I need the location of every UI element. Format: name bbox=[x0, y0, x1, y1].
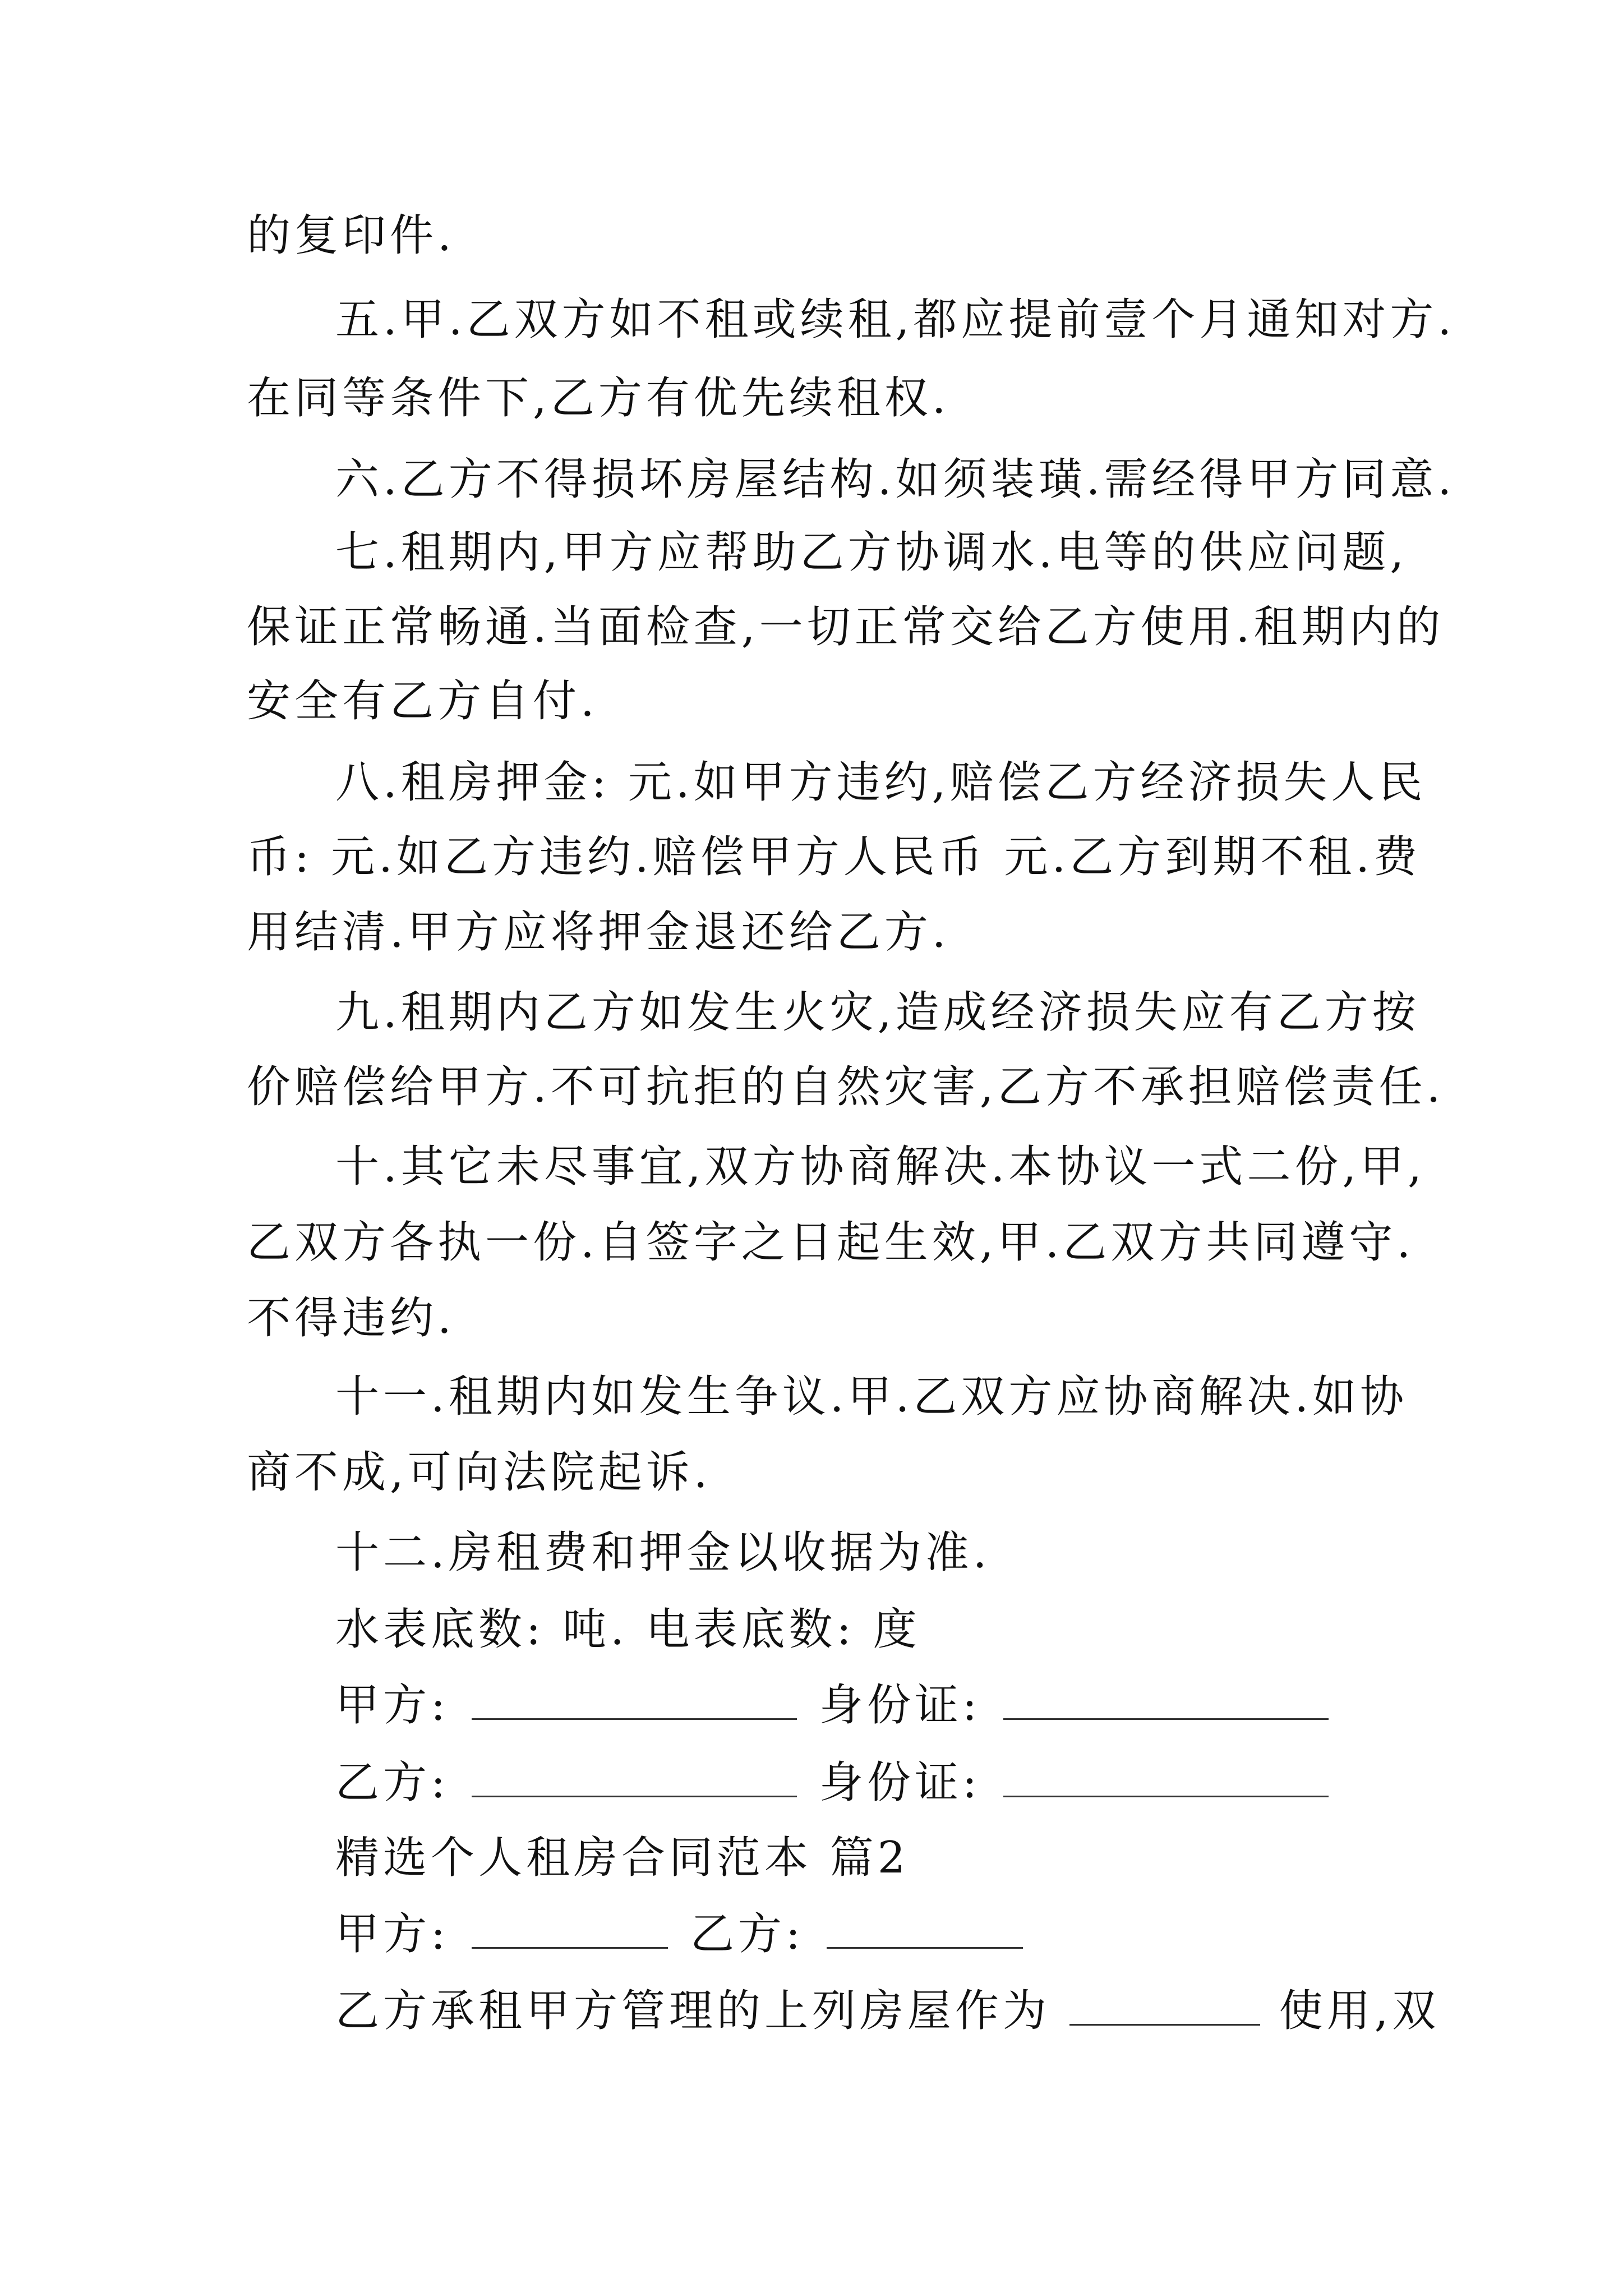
usage-blank bbox=[1069, 1986, 1260, 2026]
clause-5: 五.甲.乙双方如不租或续租,都应提前壹个月通知对方. bbox=[335, 295, 1456, 345]
party-a-blank bbox=[472, 1909, 668, 1949]
usage-text-end: 使用,双 bbox=[1279, 1986, 1440, 2036]
party-a-signature-blank bbox=[472, 1680, 797, 1720]
party-a-id-label: 身份证: bbox=[819, 1680, 981, 1731]
party-a-label: 甲方: bbox=[335, 1909, 450, 1959]
clause-9: 九.租期内乙方如发生火灾,造成经济损失应有乙方按 bbox=[335, 987, 1420, 1038]
signature-row-party-a bbox=[335, 1677, 1479, 1733]
signature-row-party-b bbox=[335, 1755, 1479, 1811]
text-line: 币: 元.如乙方违约.赔偿甲方人民币 元.乙方到期不租.费 bbox=[247, 832, 1422, 882]
text-line: 不得违约. bbox=[247, 1293, 455, 1343]
party-b-blank bbox=[827, 1909, 1023, 1949]
clause-10: 十.其它未尽事宜,双方协商解决.本协议一式二份,甲, bbox=[335, 1142, 1426, 1192]
clause-8: 八.租房押金: 元.如甲方违约,赔偿乙方经济损失人民 bbox=[335, 757, 1427, 808]
text-line: 用结清.甲方应将押金退还给乙方. bbox=[247, 907, 950, 958]
party-a-label: 甲方: bbox=[335, 1680, 450, 1731]
usage-line bbox=[335, 1983, 1479, 2039]
clause-7: 七.租期内,甲方应帮助乙方协调水.电等的供应问题, bbox=[335, 527, 1408, 578]
party-b-label: 乙方: bbox=[335, 1757, 450, 1808]
text-line: 保证正常畅通.当面检查,一切正常交给乙方使用.租期内的 bbox=[247, 602, 1445, 652]
text-line: 在同等条件下,乙方有优先续租权. bbox=[247, 373, 950, 424]
party-a-id-blank bbox=[1003, 1680, 1329, 1720]
text-line: 的复印件. bbox=[247, 210, 455, 261]
clause-11: 十一.租期内如发生争议.甲.乙双方应协商解决.如协 bbox=[335, 1372, 1408, 1422]
party-b-id-label: 身份证: bbox=[819, 1757, 981, 1808]
usage-text-start: 乙方承租甲方管理的上列房屋作为 bbox=[335, 1986, 1051, 2036]
section-title: 精选个人租房合同范本 篇2 bbox=[335, 1833, 910, 1883]
text-line: 安全有乙方自付. bbox=[247, 676, 598, 726]
party-b-id-blank bbox=[1003, 1757, 1329, 1797]
parties-row bbox=[335, 1906, 1479, 1962]
text-line: 乙双方各执一份.自签字之日起生效,甲.乙双方共同遵守. bbox=[247, 1217, 1415, 1268]
meter-readings: 水表底数: 吨. 电表底数: 度 bbox=[335, 1604, 921, 1655]
clause-12: 十二.房租费和押金以收据为准. bbox=[335, 1527, 991, 1578]
party-b-label: 乙方: bbox=[690, 1909, 805, 1959]
clause-6: 六.乙方不得损坏房屋结构.如须装璜.需经得甲方同意. bbox=[335, 454, 1456, 505]
party-b-signature-blank bbox=[472, 1757, 797, 1797]
text-line: 商不成,可向法院起诉. bbox=[247, 1447, 712, 1498]
text-line: 价赔偿给甲方.不可抗拒的自然灾害,乙方不承担赔偿责任. bbox=[247, 1062, 1445, 1112]
